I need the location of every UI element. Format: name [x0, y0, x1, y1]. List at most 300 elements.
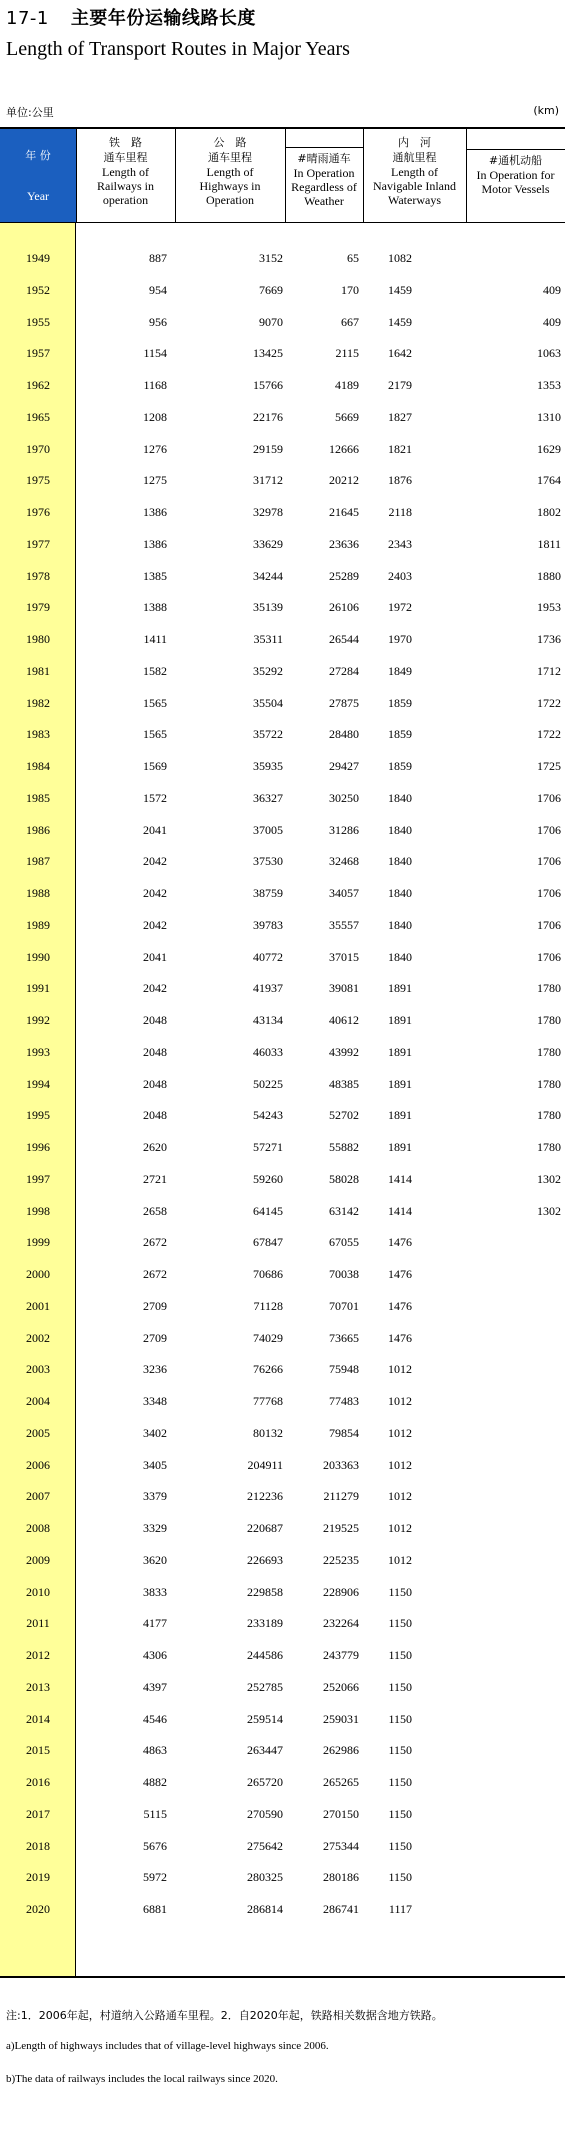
cell-waterways: 1082 — [388, 251, 412, 265]
cell-waterways: 2118 — [388, 505, 412, 519]
cell-year: 1995 — [26, 1108, 50, 1123]
table-row — [0, 910, 565, 942]
cell-motor-vessels: 1725 — [537, 759, 561, 773]
table-row — [0, 370, 565, 402]
cell-railways: 2620 — [143, 1140, 167, 1154]
cell-railways: 3329 — [143, 1521, 167, 1535]
cell-year: 2018 — [26, 1838, 50, 1853]
note-en-a: a)Length of highways includes that of village-level highways since 2006. — [6, 2040, 329, 2052]
cell-year: 1957 — [26, 346, 50, 361]
cell-waterways: 1840 — [388, 917, 412, 932]
cell-all-weather: 259031 — [323, 1711, 359, 1726]
cell-year: 2015 — [26, 1743, 50, 1758]
cell-highways: 35311 — [253, 632, 283, 646]
table-row — [0, 656, 565, 688]
cell-motor-vessels: 1953 — [537, 600, 561, 615]
header-year-en: Year — [26, 189, 50, 203]
table-body — [0, 223, 565, 1976]
cell-year: 2016 — [26, 1775, 50, 1789]
header-road-en: Length of Highways in Operation — [199, 165, 261, 207]
cell-motor-vessels: 1736 — [537, 632, 561, 646]
table-row — [0, 1196, 565, 1228]
hdr-vline-1 — [76, 129, 77, 223]
cell-highways: 275642 — [247, 1838, 283, 1853]
cell-waterways: 1012 — [388, 1552, 412, 1567]
table-number: 17-1 — [6, 8, 49, 29]
hdr-vline-3 — [285, 129, 286, 223]
cell-railways: 6881 — [143, 1902, 167, 1916]
cell-motor-vessels: 1780 — [537, 1013, 561, 1027]
cell-railways: 1569 — [143, 759, 167, 773]
cell-railways: 1565 — [143, 727, 167, 742]
table-row — [0, 529, 565, 561]
cell-railways: 1572 — [143, 790, 167, 805]
cell-railways: 2041 — [143, 822, 167, 837]
cell-all-weather: 27284 — [329, 663, 359, 678]
cell-all-weather: 31286 — [329, 822, 359, 837]
cell-motor-vessels: 1706 — [537, 917, 561, 932]
cell-waterways: 1012 — [388, 1394, 412, 1408]
cell-highways: 204911 — [247, 1457, 283, 1472]
header-waterways — [363, 129, 466, 223]
cell-all-weather: 225235 — [323, 1552, 359, 1567]
table-row — [0, 1450, 565, 1482]
table-row — [0, 243, 565, 275]
cell-year: 1949 — [26, 251, 50, 265]
cell-waterways: 1840 — [388, 822, 412, 837]
cell-railways: 2041 — [143, 949, 167, 964]
cell-year: 1998 — [26, 1203, 50, 1218]
cell-all-weather: 32468 — [329, 854, 359, 869]
cell-railways: 3402 — [143, 1425, 167, 1440]
table-row — [0, 1608, 565, 1640]
table-row — [0, 1799, 565, 1831]
cell-railways: 2672 — [143, 1267, 167, 1281]
cell-all-weather: 12666 — [329, 441, 359, 456]
cell-year: 1992 — [26, 1013, 50, 1027]
cell-motor-vessels: 1310 — [537, 409, 561, 424]
cell-railways: 1276 — [143, 441, 167, 456]
cell-all-weather: 262986 — [323, 1743, 359, 1758]
cell-year: 1955 — [26, 314, 50, 329]
cell-waterways: 1972 — [388, 600, 412, 615]
table-row — [0, 1672, 565, 1704]
cell-motor-vessels: 1764 — [537, 473, 561, 488]
cell-highways: 35504 — [253, 695, 283, 710]
cell-railways: 2672 — [143, 1235, 167, 1250]
cell-all-weather: 232264 — [323, 1616, 359, 1631]
header-highways — [175, 129, 285, 223]
cell-waterways: 1150 — [388, 1806, 412, 1821]
table-row — [0, 1418, 565, 1450]
cell-waterways: 1891 — [388, 981, 412, 996]
cell-year: 1980 — [26, 632, 50, 646]
table-row — [0, 1704, 565, 1736]
cell-highways: 31712 — [253, 473, 283, 488]
cell-waterways: 1859 — [388, 695, 412, 710]
cell-year: 2005 — [26, 1425, 50, 1440]
cell-all-weather: 219525 — [323, 1521, 359, 1535]
table-row — [0, 878, 565, 910]
cell-year: 1978 — [26, 568, 50, 583]
cell-motor-vessels: 1880 — [537, 568, 561, 583]
cell-all-weather: 20212 — [329, 473, 359, 488]
cell-waterways: 1012 — [388, 1425, 412, 1440]
hdr-vline-2 — [175, 129, 176, 223]
unit-label-en: (km) — [533, 104, 559, 117]
cell-waterways: 1476 — [388, 1235, 412, 1250]
cell-railways: 4882 — [143, 1775, 167, 1789]
cell-waterways: 1012 — [388, 1489, 412, 1504]
cell-highways: 259514 — [247, 1711, 283, 1726]
table-row — [0, 1767, 565, 1799]
cell-waterways: 1012 — [388, 1362, 412, 1377]
cell-year: 2000 — [26, 1267, 50, 1281]
table-row — [0, 815, 565, 847]
cell-highways: 71128 — [253, 1298, 283, 1313]
cell-waterways: 1891 — [388, 1076, 412, 1091]
cell-waterways: 1821 — [388, 441, 412, 456]
cell-all-weather: 275344 — [323, 1838, 359, 1853]
table-row — [0, 1164, 565, 1196]
cell-waterways: 1840 — [388, 790, 412, 805]
header-water-cn2: 通航里程 — [392, 151, 437, 164]
header-road-cn1: 公 路 — [213, 136, 247, 149]
cell-year: 1962 — [26, 378, 50, 392]
cell-waterways: 1414 — [388, 1171, 412, 1186]
cell-railways: 2048 — [143, 1044, 167, 1059]
table-row — [0, 751, 565, 783]
cell-waterways: 1150 — [388, 1648, 412, 1662]
cell-waterways: 1840 — [388, 886, 412, 900]
cell-all-weather: 77483 — [329, 1394, 359, 1408]
cell-all-weather: 25289 — [329, 568, 359, 583]
cell-all-weather: 70701 — [329, 1298, 359, 1313]
note-cn: 注:1．2006年起，村道纳入公路通车里程。2．自2020年起，铁路相关数据含地方铁路。 — [6, 2009, 443, 2022]
cell-highways: 15766 — [253, 378, 283, 392]
cell-highways: 233189 — [247, 1616, 283, 1631]
cell-highways: 76266 — [253, 1362, 283, 1377]
cell-railways: 2709 — [143, 1298, 167, 1313]
cell-year: 2007 — [26, 1489, 50, 1504]
cell-motor-vessels: 1712 — [537, 663, 561, 678]
cell-year: 1993 — [26, 1044, 50, 1059]
cell-all-weather: 5669 — [335, 409, 359, 424]
cell-railways: 5676 — [143, 1838, 167, 1853]
cell-highways: 22176 — [253, 409, 283, 424]
cell-railways: 3620 — [143, 1552, 167, 1567]
unit-label-cn: 单位:公里 — [6, 106, 54, 119]
header-motor-cn: #通机动船 — [488, 154, 543, 167]
cell-waterways: 1150 — [388, 1775, 412, 1789]
cell-highways: 220687 — [247, 1521, 283, 1535]
cell-highways: 54243 — [253, 1108, 283, 1123]
header-railways — [76, 129, 175, 223]
cell-railways: 3348 — [143, 1394, 167, 1408]
cell-waterways: 1891 — [388, 1140, 412, 1154]
cell-all-weather: 39081 — [329, 981, 359, 996]
cell-all-weather: 48385 — [329, 1076, 359, 1091]
cell-railways: 1168 — [143, 378, 167, 392]
cell-railways: 4397 — [143, 1679, 167, 1694]
header-motor-en: In Operation for Motor Vessels — [476, 168, 555, 196]
cell-highways: 50225 — [253, 1076, 283, 1091]
cell-waterways: 1150 — [388, 1616, 412, 1631]
cell-railways: 5115 — [143, 1806, 167, 1821]
cell-all-weather: 58028 — [329, 1171, 359, 1186]
cell-all-weather: 243779 — [323, 1648, 359, 1662]
cell-waterways: 1891 — [388, 1013, 412, 1027]
cell-railways: 4863 — [143, 1743, 167, 1758]
table-row — [0, 1037, 565, 1069]
cell-all-weather: 55882 — [329, 1140, 359, 1154]
cell-motor-vessels: 1353 — [537, 378, 561, 392]
cell-highways: 74029 — [253, 1330, 283, 1345]
table-row — [0, 973, 565, 1005]
table-row — [0, 846, 565, 878]
cell-all-weather: 23636 — [329, 536, 359, 551]
cell-motor-vessels: 1706 — [537, 886, 561, 900]
cell-highways: 35935 — [253, 759, 283, 773]
cell-railways: 5972 — [143, 1870, 167, 1885]
table-row — [0, 1291, 565, 1323]
cell-all-weather: 4189 — [335, 378, 359, 392]
cell-year: 2013 — [26, 1679, 50, 1694]
header-motor-vessels — [466, 149, 565, 223]
table-header — [0, 129, 565, 223]
cell-waterways: 2403 — [388, 568, 412, 583]
cell-waterways: 2343 — [388, 536, 412, 551]
cell-railways: 2048 — [143, 1108, 167, 1123]
cell-highways: 35292 — [253, 663, 283, 678]
cell-all-weather: 70038 — [329, 1267, 359, 1281]
cell-all-weather: 280186 — [323, 1870, 359, 1885]
table-row — [0, 1100, 565, 1132]
table-row — [0, 338, 565, 370]
cell-railways: 2721 — [143, 1171, 167, 1186]
cell-all-weather: 40612 — [329, 1013, 359, 1027]
cell-railways: 1154 — [143, 346, 167, 361]
cell-all-weather: 37015 — [329, 949, 359, 964]
cell-all-weather: 52702 — [329, 1108, 359, 1123]
cell-waterways: 1459 — [388, 314, 412, 329]
cell-year: 1985 — [26, 790, 50, 805]
table-row — [0, 1894, 565, 1926]
header-all-weather — [285, 147, 363, 223]
table-row — [0, 688, 565, 720]
cell-waterways: 1150 — [388, 1743, 412, 1758]
cell-year: 1977 — [26, 536, 50, 551]
cell-waterways: 1891 — [388, 1044, 412, 1059]
cell-highways: 46033 — [253, 1044, 283, 1059]
cell-motor-vessels: 1722 — [537, 695, 561, 710]
cell-railways: 3405 — [143, 1457, 167, 1472]
table-row — [0, 1481, 565, 1513]
cell-all-weather: 79854 — [329, 1425, 359, 1440]
cell-all-weather: 75948 — [329, 1362, 359, 1377]
cell-waterways: 1970 — [388, 632, 412, 646]
cell-railways: 3833 — [143, 1584, 167, 1599]
cell-waterways: 1012 — [388, 1457, 412, 1472]
cell-all-weather: 270150 — [323, 1806, 359, 1821]
cell-all-weather: 26106 — [329, 600, 359, 615]
table-row — [0, 1354, 565, 1386]
cell-waterways: 1476 — [388, 1330, 412, 1345]
header-water-cn1: 内 河 — [398, 136, 431, 149]
cell-year: 1988 — [26, 886, 50, 900]
cell-highways: 57271 — [253, 1140, 283, 1154]
cell-railways: 2048 — [143, 1076, 167, 1091]
header-weather-en: In Operation Regardless of Weather — [291, 166, 357, 208]
cell-waterways: 2179 — [388, 378, 412, 392]
cell-year: 1991 — [26, 981, 50, 996]
cell-all-weather: 265265 — [323, 1775, 359, 1789]
cell-all-weather: 67055 — [329, 1235, 359, 1250]
cell-all-weather: 27875 — [329, 695, 359, 710]
cell-motor-vessels: 1780 — [537, 1108, 561, 1123]
cell-motor-vessels: 1722 — [537, 727, 561, 742]
cell-all-weather: 35557 — [329, 917, 359, 932]
cell-year: 2008 — [26, 1521, 50, 1535]
cell-motor-vessels: 1302 — [537, 1171, 561, 1186]
cell-year: 2001 — [26, 1298, 50, 1313]
table-row — [0, 1227, 565, 1259]
cell-waterways: 1840 — [388, 854, 412, 869]
table-row — [0, 402, 565, 434]
header-rail-en: Length of Railways in operation — [97, 165, 154, 207]
table-row — [0, 561, 565, 593]
cell-waterways: 1150 — [388, 1711, 412, 1726]
cell-year: 1965 — [26, 409, 50, 424]
cell-all-weather: 29427 — [329, 759, 359, 773]
cell-railways: 1208 — [143, 409, 167, 424]
cell-year: 2014 — [26, 1711, 50, 1726]
cell-highways: 244586 — [247, 1648, 283, 1662]
table-row — [0, 465, 565, 497]
cell-highways: 263447 — [247, 1743, 283, 1758]
table-row — [0, 1577, 565, 1609]
cell-year: 1984 — [26, 759, 50, 773]
cell-all-weather: 63142 — [329, 1203, 359, 1218]
cell-waterways: 1150 — [388, 1584, 412, 1599]
cell-highways: 7669 — [259, 282, 283, 297]
table-row — [0, 1132, 565, 1164]
cell-all-weather: 228906 — [323, 1584, 359, 1599]
table-row — [0, 1862, 565, 1894]
header-rail-cn1: 铁 路 — [109, 136, 142, 149]
cell-year: 2004 — [26, 1394, 50, 1408]
cell-highways: 38759 — [253, 886, 283, 900]
cell-all-weather: 211279 — [323, 1489, 359, 1504]
cell-motor-vessels: 1063 — [537, 346, 561, 361]
cell-all-weather: 667 — [341, 314, 359, 329]
cell-highways: 265720 — [247, 1775, 283, 1789]
cell-railways: 1388 — [143, 600, 167, 615]
cell-all-weather: 252066 — [323, 1679, 359, 1694]
table-row — [0, 307, 565, 339]
cell-highways: 286814 — [247, 1902, 283, 1916]
cell-highways: 13425 — [253, 346, 283, 361]
cell-highways: 67847 — [253, 1235, 283, 1250]
cell-all-weather: 43992 — [329, 1044, 359, 1059]
cell-waterways: 1891 — [388, 1108, 412, 1123]
table-row — [0, 1831, 565, 1863]
cell-year: 2020 — [26, 1902, 50, 1916]
table-row — [0, 1323, 565, 1355]
cell-highways: 35139 — [253, 600, 283, 615]
cell-motor-vessels: 1629 — [537, 441, 561, 456]
cell-year: 2019 — [26, 1870, 50, 1885]
cell-waterways: 1150 — [388, 1838, 412, 1853]
title-cn-text: 主要年份运输线路长度 — [70, 8, 256, 29]
cell-year: 1952 — [26, 282, 50, 297]
cell-year: 1979 — [26, 600, 50, 615]
cell-year: 2003 — [26, 1362, 50, 1377]
cell-highways: 35722 — [253, 727, 283, 742]
table-row — [0, 434, 565, 466]
header-weather-cn: #晴雨通车 — [297, 152, 351, 165]
cell-waterways: 1414 — [388, 1203, 412, 1218]
cell-highways: 9070 — [259, 314, 283, 329]
cell-waterways: 1150 — [388, 1679, 412, 1694]
cell-waterways: 1476 — [388, 1267, 412, 1281]
header-rail-cn2: 通车里程 — [103, 151, 148, 164]
cell-highways: 70686 — [253, 1267, 283, 1281]
table-row — [0, 719, 565, 751]
table-row — [0, 1259, 565, 1291]
page-title-en: Length of Transport Routes in Major Years — [6, 38, 350, 60]
cell-railways: 2048 — [143, 1013, 167, 1027]
cell-highways: 36327 — [253, 790, 283, 805]
hdr-subline-water — [466, 149, 565, 150]
cell-year: 1987 — [26, 854, 50, 869]
cell-motor-vessels: 1302 — [537, 1203, 561, 1218]
cell-railways: 954 — [149, 282, 167, 297]
cell-railways: 3379 — [143, 1489, 167, 1504]
cell-railways: 2709 — [143, 1330, 167, 1345]
cell-year: 2010 — [26, 1584, 50, 1599]
header-year-cn: 年 份 — [25, 149, 51, 162]
cell-highways: 37005 — [253, 822, 283, 837]
cell-year: 1996 — [26, 1140, 50, 1154]
cell-railways: 1275 — [143, 473, 167, 488]
header-year — [0, 129, 76, 223]
hdr-vline-4 — [363, 129, 364, 223]
cell-highways: 37530 — [253, 854, 283, 869]
cell-railways: 3236 — [143, 1362, 167, 1377]
cell-all-weather: 286741 — [323, 1902, 359, 1916]
cell-highways: 229858 — [247, 1584, 283, 1599]
cell-waterways: 1876 — [388, 473, 412, 488]
cell-railways: 2042 — [143, 886, 167, 900]
cell-year: 1986 — [26, 822, 50, 837]
cell-railways: 4177 — [143, 1616, 167, 1631]
cell-year: 1981 — [26, 663, 50, 678]
cell-all-weather: 21645 — [329, 505, 359, 519]
cell-railways: 1411 — [143, 632, 167, 646]
cell-highways: 270590 — [247, 1806, 283, 1821]
cell-all-weather: 26544 — [329, 632, 359, 646]
cell-highways: 226693 — [247, 1552, 283, 1567]
table-row — [0, 1069, 565, 1101]
cell-waterways: 1827 — [388, 409, 412, 424]
cell-highways: 280325 — [247, 1870, 283, 1885]
cell-railways: 2042 — [143, 917, 167, 932]
cell-year: 2009 — [26, 1552, 50, 1567]
cell-highways: 43134 — [253, 1013, 283, 1027]
cell-year: 1976 — [26, 505, 50, 519]
header-water-en: Length of Navigable Inland Waterways — [373, 165, 456, 207]
